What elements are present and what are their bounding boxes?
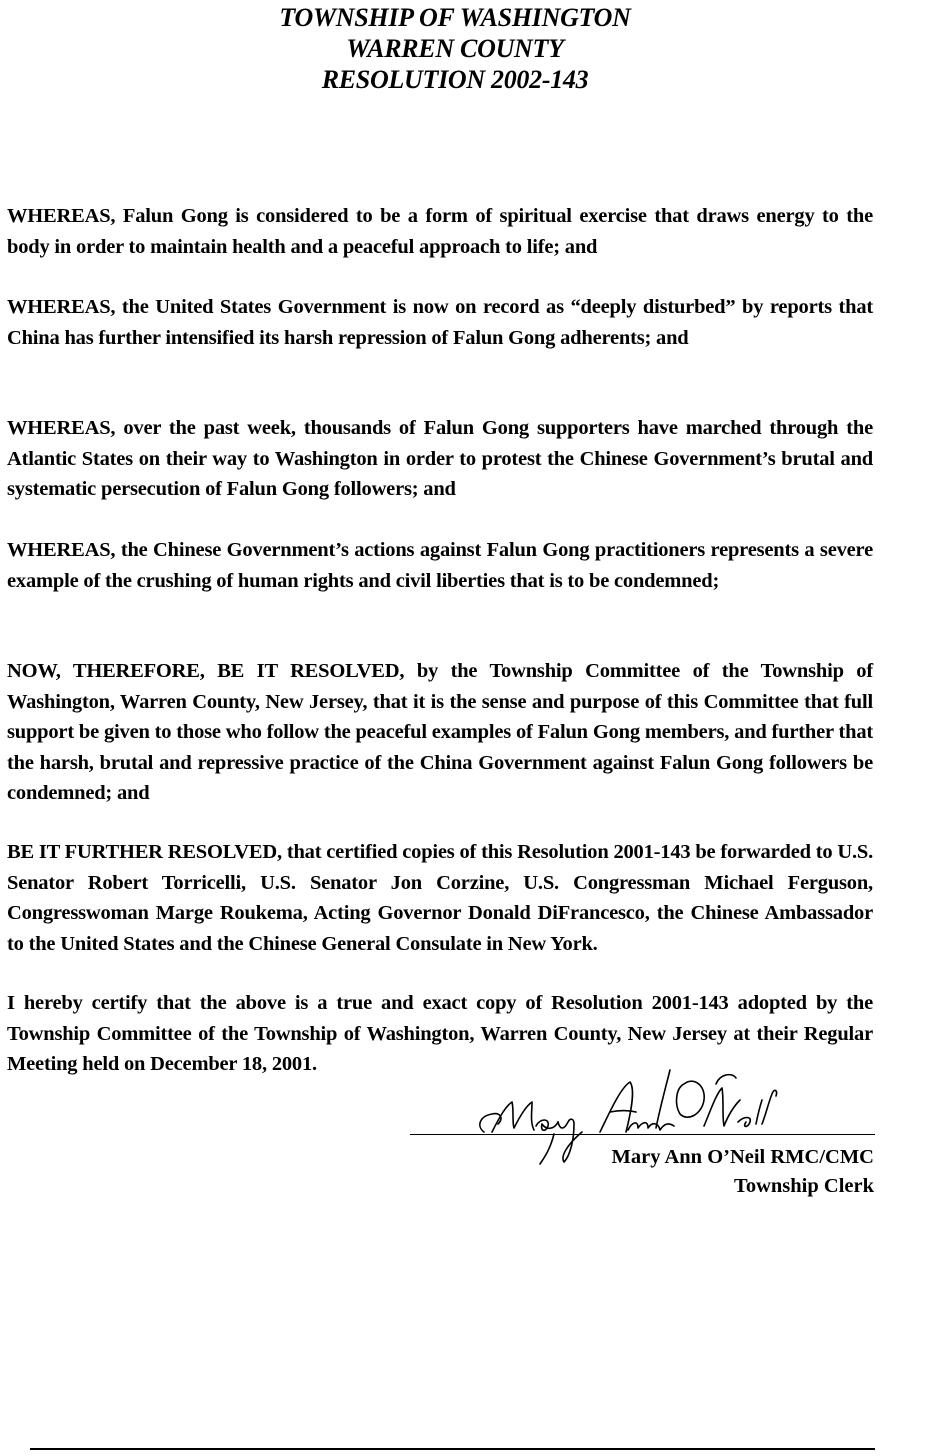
header-county: WARREN COUNTY: [346, 34, 564, 63]
whereas-paragraph-2: WHEREAS, the United States Government is now on record as “deeply disturbed” by reports that China has further intensified its harsh repression of Falun Gong adherents; and: [7, 296, 873, 349]
header-resolution-number: RESOLUTION 2002-143: [321, 65, 589, 94]
bottom-divider: [30, 1448, 875, 1450]
document-header: [0, 2, 910, 95]
signer-name: Mary Ann O’Neil RMC/CMC: [611, 1146, 874, 1168]
resolved-paragraph: NOW, THEREFORE, BE IT RESOLVED, by the Township Committee of the Township of Washington, Warren County, New Jersey, that it is the sense and purpose of this Committee that full support be given to those who follow the peaceful examples of Falun Gong members, and further that the harsh, brutal and repressive practice of the China Government against Falun Gong followers be condemned; and: [7, 660, 873, 804]
further-resolved-paragraph: BE IT FURTHER RESOLVED, that certified copies of this Resolution 2001-143 be forwarded to U.S. Senator Robert Torricelli, U.S. Senator Jon Corzine, U.S. Congressman Michael Ferguson, Congresswoman Marge Roukema, Acting Governor Donald DiFrancesco, the Chinese Ambassador to the United States and the Chinese General Consulate in New York.: [7, 841, 873, 955]
whereas-paragraph-4: WHEREAS, the Chinese Government’s actions against Falun Gong practitioners represents a severe example of the crushing of human rights and civil liberties that is to be condemned;: [7, 539, 873, 592]
whereas-paragraph-1: WHEREAS, Falun Gong is considered to be a form of spiritual exercise that draws energy to the body in order to maintain health and a peaceful approach to life; and: [7, 205, 873, 258]
signer-title: Township Clerk: [734, 1175, 874, 1197]
signature-line: [410, 1134, 875, 1135]
whereas-paragraph-3: WHEREAS, over the past week, thousands of Falun Gong supporters have marched through the Atlantic States on their way to Washington in order to protest the Chinese Government’s brutal and systematic persecution of Falun Gong followers; and: [7, 417, 873, 500]
certification-paragraph: I hereby certify that the above is a true and exact copy of Resolution 2001-143 adopted by the Township Committee of the Township of Washington, Warren County, New Jersey at their Regular Meeting held on December 18, 2001.: [7, 992, 873, 1075]
header-township: TOWNSHIP OF WASHINGTON: [279, 3, 631, 32]
